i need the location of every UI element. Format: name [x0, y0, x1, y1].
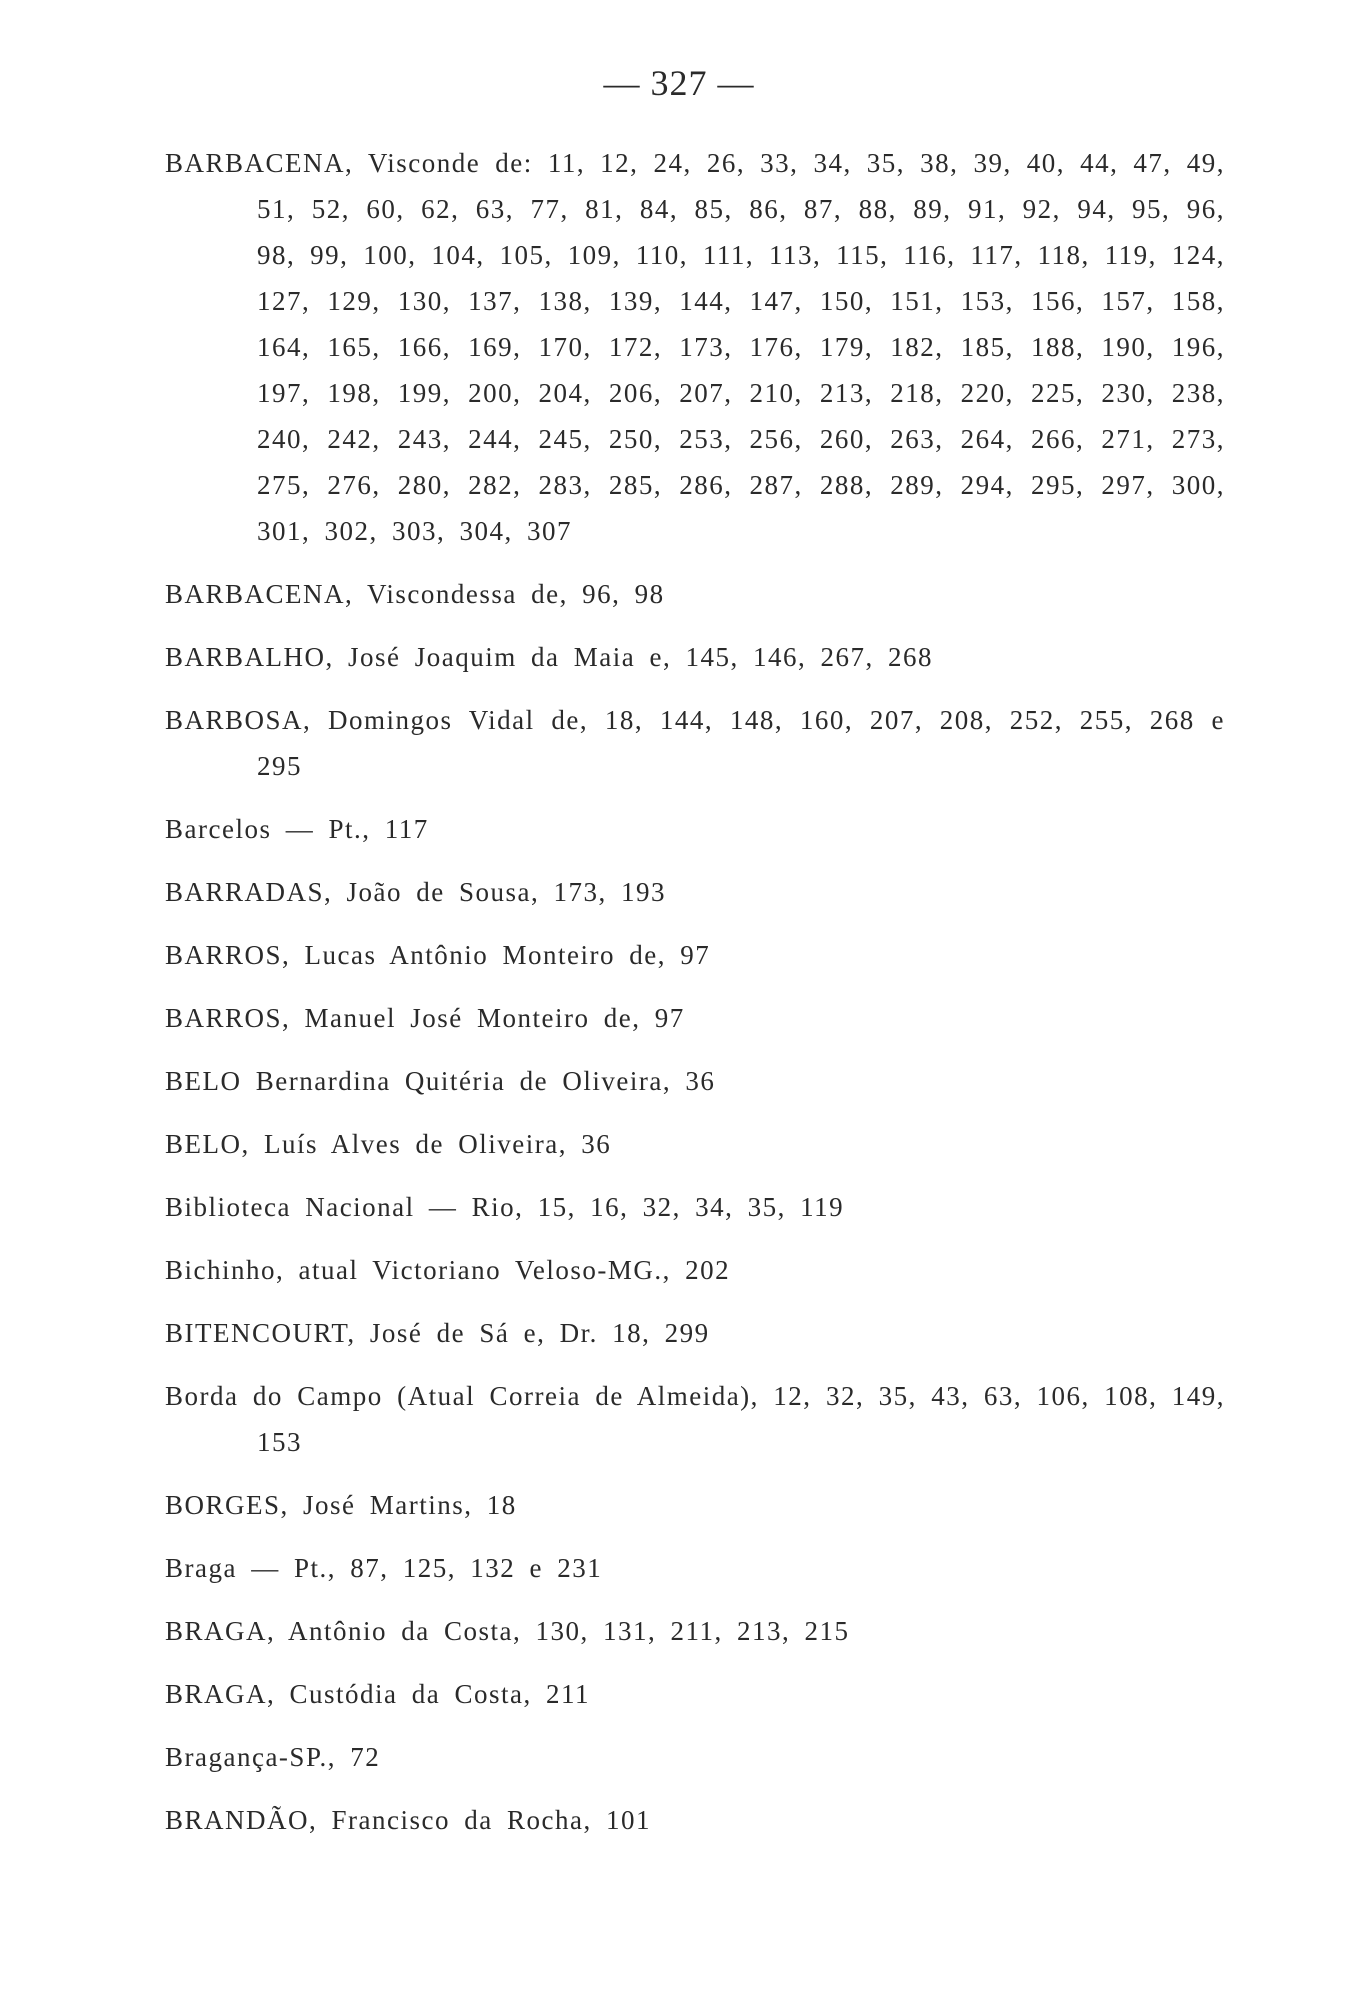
index-entries — [165, 140, 1225, 1860]
index-entry: Borda do Campo (Atual Correia de Almeida), 12, 32, 35, 43, 63, 106, 108, 149, 153 — [165, 1381, 1225, 1457]
index-entry: BELO, Luís Alves de Oliveira, 36 — [165, 1129, 612, 1159]
index-entry: Bichinho, atual Victoriano Veloso-MG., 202 — [165, 1255, 731, 1285]
index-entry: BELO Bernardina Quitéria de Oliveira, 36 — [165, 1066, 716, 1096]
index-entry: BARRADAS, João de Sousa, 173, 193 — [165, 877, 667, 907]
index-entry: Braga — Pt., 87, 125, 132 e 231 — [165, 1553, 603, 1583]
index-entry: BRAGA, Antônio da Costa, 130, 131, 211, 213, 215 — [165, 1616, 850, 1646]
index-entry: BORGES, José Martins, 18 — [165, 1490, 517, 1520]
index-entry: BARROS, Manuel José Monteiro de, 97 — [165, 1003, 685, 1033]
index-entry: BARBALHO, José Joaquim da Maia e, 145, 146, 267, 268 — [165, 642, 933, 672]
index-entry: Bragança-SP., 72 — [165, 1742, 381, 1772]
index-entry: BRAGA, Custódia da Costa, 211 — [165, 1679, 590, 1709]
index-entry: BARBACENA, Viscondessa de, 96, 98 — [165, 579, 665, 609]
index-entry: Biblioteca Nacional — Rio, 15, 16, 32, 34, 35, 119 — [165, 1192, 845, 1222]
page-number: — 327 — — [603, 63, 755, 103]
index-entry: BARBOSA, Domingos Vidal de, 18, 144, 148, 160, 207, 208, 252, 255, 268 e 295 — [165, 705, 1225, 781]
index-entry: BARBACENA, Visconde de: 11, 12, 24, 26, 33, 34, 35, 38, 39, 40, 44, 47, 49, 51, 52, 60, 62, 63, 77, 81, 84, 85, 86, 87, 88, 89, 91, 92, 94, 95, 96, 98, 99, 100, 104, 105, 109, 110, 111, 113, 115, 116, 117, 118, 119, 124, 127, 129, 130, 137, 138, 139, 144, 147, 150, 151, 153, 156, 157, 158, 164, 165, 166, 169, 170, 172, 173, 176, 179, 182, 185, 188, 190, 196, 197, 198, 199, 200, 204, 206, 207, 210, 213, 218, 220, 225, 230, 238, 240, 242, 243, 244, 245, 250, 253, 256, 260, 263, 264, 266, 271, 273, 275, 276, 280, 282, 283, 285, 286, 287, 288, 289, 294, 295, 297, 300, 301, 302, 303, 304, 307 — [165, 148, 1225, 546]
index-entry: BARROS, Lucas Antônio Monteiro de, 97 — [165, 940, 711, 970]
index-entry: BITENCOURT, José de Sá e, Dr. 18, 299 — [165, 1318, 710, 1348]
index-entry: Barcelos — Pt., 117 — [165, 814, 429, 844]
index-entry: BRANDÃO, Francisco da Rocha, 101 — [165, 1805, 651, 1835]
